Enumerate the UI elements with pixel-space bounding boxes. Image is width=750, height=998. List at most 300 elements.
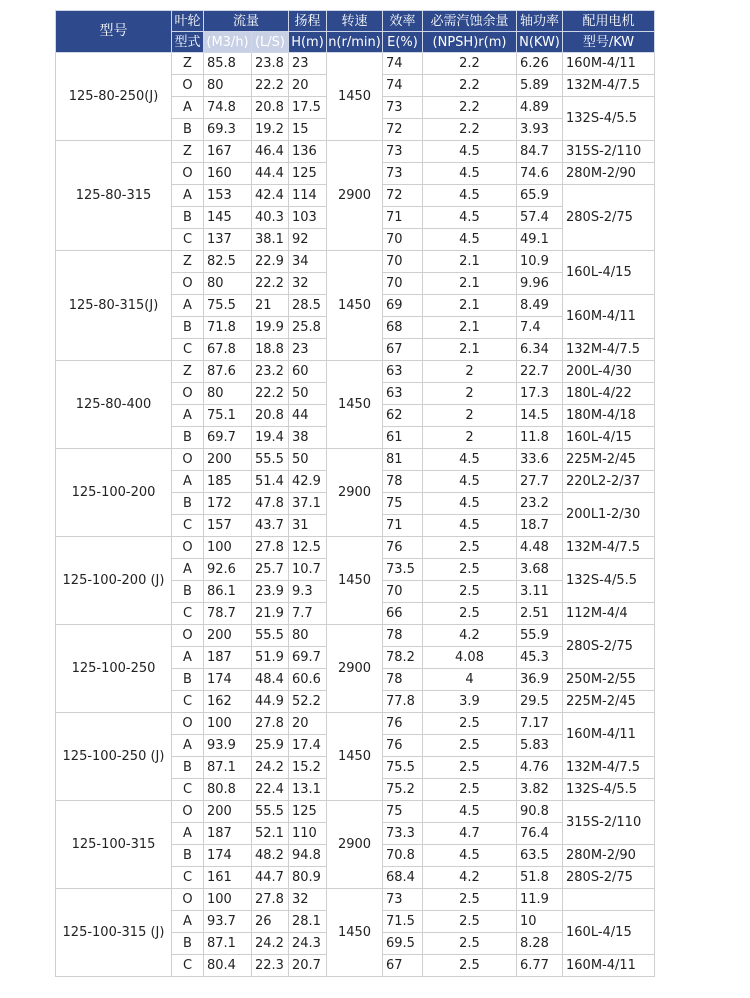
power-cell: 36.9	[517, 669, 563, 691]
npsh-cell: 2.5	[423, 559, 517, 581]
npsh-cell: 2	[423, 361, 517, 383]
efficiency-cell: 71	[383, 207, 423, 229]
flow-m3h-cell: 93.9	[204, 735, 252, 757]
power-cell: 11.9	[517, 889, 563, 911]
flow-ls-cell: 20.8	[252, 405, 289, 427]
header-impeller-line2: 型式	[172, 32, 204, 53]
impeller-type-cell: C	[172, 603, 204, 625]
npsh-cell: 2	[423, 405, 517, 427]
impeller-type-cell: B	[172, 493, 204, 515]
efficiency-cell: 63	[383, 383, 423, 405]
efficiency-cell: 73	[383, 141, 423, 163]
header-speed-line1: 转速	[327, 11, 383, 32]
flow-ls-cell: 19.2	[252, 119, 289, 141]
impeller-type-cell: C	[172, 229, 204, 251]
flow-m3h-cell: 185	[204, 471, 252, 493]
npsh-cell: 4.5	[423, 493, 517, 515]
flow-ls-cell: 25.9	[252, 735, 289, 757]
flow-m3h-cell: 80	[204, 273, 252, 295]
flow-ls-cell: 48.4	[252, 669, 289, 691]
head-cell: 20	[289, 75, 327, 97]
motor-cell: 180M-4/18	[563, 405, 655, 427]
flow-m3h-cell: 69.3	[204, 119, 252, 141]
flow-ls-cell: 55.5	[252, 625, 289, 647]
npsh-cell: 4.5	[423, 845, 517, 867]
npsh-cell: 2.1	[423, 317, 517, 339]
impeller-type-cell: A	[172, 405, 204, 427]
motor-cell: 315S-2/110	[563, 801, 655, 845]
npsh-cell: 4.08	[423, 647, 517, 669]
npsh-cell: 2	[423, 427, 517, 449]
npsh-cell: 4.5	[423, 471, 517, 493]
head-cell: 17.4	[289, 735, 327, 757]
flow-ls-cell: 21.9	[252, 603, 289, 625]
efficiency-cell: 73	[383, 97, 423, 119]
head-cell: 60	[289, 361, 327, 383]
motor-cell	[563, 889, 655, 911]
flow-ls-cell: 23.2	[252, 361, 289, 383]
npsh-cell: 2.5	[423, 889, 517, 911]
flow-ls-cell: 52.1	[252, 823, 289, 845]
table-row	[56, 141, 655, 163]
model-cell: 125-100-315 (J)	[56, 889, 172, 977]
flow-ls-cell: 47.8	[252, 493, 289, 515]
npsh-cell: 2.2	[423, 119, 517, 141]
power-cell: 23.2	[517, 493, 563, 515]
impeller-type-cell: A	[172, 823, 204, 845]
efficiency-cell: 72	[383, 119, 423, 141]
npsh-cell: 2.2	[423, 75, 517, 97]
model-cell: 125-80-250(J)	[56, 53, 172, 141]
impeller-type-cell: A	[172, 185, 204, 207]
head-cell: 50	[289, 383, 327, 405]
flow-ls-cell: 26	[252, 911, 289, 933]
head-cell: 12.5	[289, 537, 327, 559]
power-cell: 3.68	[517, 559, 563, 581]
head-cell: 94.8	[289, 845, 327, 867]
flow-m3h-cell: 153	[204, 185, 252, 207]
impeller-type-cell: A	[172, 295, 204, 317]
motor-cell: 315S-2/110	[563, 141, 655, 163]
flow-ls-cell: 27.8	[252, 889, 289, 911]
flow-m3h-cell: 87.6	[204, 361, 252, 383]
table-row	[56, 801, 655, 823]
impeller-type-cell: B	[172, 669, 204, 691]
npsh-cell: 4.5	[423, 141, 517, 163]
motor-cell: 280S-2/75	[563, 625, 655, 669]
power-cell: 74.6	[517, 163, 563, 185]
impeller-type-cell: Z	[172, 361, 204, 383]
power-cell: 84.7	[517, 141, 563, 163]
table-header	[56, 11, 655, 53]
power-cell: 4.89	[517, 97, 563, 119]
flow-m3h-cell: 200	[204, 801, 252, 823]
flow-m3h-cell: 80	[204, 75, 252, 97]
efficiency-cell: 78	[383, 669, 423, 691]
motor-cell: 160L-4/15	[563, 251, 655, 295]
flow-m3h-cell: 157	[204, 515, 252, 537]
power-cell: 27.7	[517, 471, 563, 493]
power-cell: 4.48	[517, 537, 563, 559]
impeller-type-cell: A	[172, 647, 204, 669]
head-cell: 38	[289, 427, 327, 449]
motor-cell: 112M-4/4	[563, 603, 655, 625]
header-flow-m3h: (M3/h)	[204, 32, 252, 53]
flow-m3h-cell: 100	[204, 889, 252, 911]
head-cell: 20	[289, 713, 327, 735]
head-cell: 9.3	[289, 581, 327, 603]
table-body	[56, 53, 655, 977]
efficiency-cell: 68.4	[383, 867, 423, 889]
npsh-cell: 2.5	[423, 735, 517, 757]
efficiency-cell: 81	[383, 449, 423, 471]
head-cell: 69.7	[289, 647, 327, 669]
head-cell: 15.2	[289, 757, 327, 779]
efficiency-cell: 69.5	[383, 933, 423, 955]
impeller-type-cell: Z	[172, 141, 204, 163]
motor-cell: 160M-4/11	[563, 713, 655, 757]
speed-cell: 1450	[327, 537, 383, 625]
flow-ls-cell: 44.4	[252, 163, 289, 185]
flow-ls-cell: 20.8	[252, 97, 289, 119]
motor-cell: 132M-4/7.5	[563, 75, 655, 97]
flow-m3h-cell: 160	[204, 163, 252, 185]
motor-cell: 280M-2/90	[563, 845, 655, 867]
impeller-type-cell: O	[172, 449, 204, 471]
model-cell: 125-100-250 (J)	[56, 713, 172, 801]
motor-cell: 132S-4/5.5	[563, 779, 655, 801]
npsh-cell: 4.5	[423, 185, 517, 207]
impeller-type-cell: A	[172, 559, 204, 581]
table-row	[56, 713, 655, 735]
motor-cell: 225M-2/45	[563, 449, 655, 471]
flow-m3h-cell: 75.1	[204, 405, 252, 427]
motor-cell: 225M-2/45	[563, 691, 655, 713]
flow-m3h-cell: 67.8	[204, 339, 252, 361]
motor-cell: 132M-4/7.5	[563, 339, 655, 361]
npsh-cell: 2.1	[423, 339, 517, 361]
impeller-type-cell: B	[172, 119, 204, 141]
head-cell: 10.7	[289, 559, 327, 581]
npsh-cell: 2.5	[423, 581, 517, 603]
flow-m3h-cell: 74.8	[204, 97, 252, 119]
efficiency-cell: 73	[383, 889, 423, 911]
power-cell: 18.7	[517, 515, 563, 537]
impeller-type-cell: O	[172, 537, 204, 559]
flow-ls-cell: 19.9	[252, 317, 289, 339]
table-row	[56, 361, 655, 383]
efficiency-cell: 73	[383, 163, 423, 185]
flow-m3h-cell: 86.1	[204, 581, 252, 603]
efficiency-cell: 68	[383, 317, 423, 339]
power-cell: 7.17	[517, 713, 563, 735]
flow-m3h-cell: 87.1	[204, 933, 252, 955]
npsh-cell: 2.1	[423, 295, 517, 317]
head-cell: 15	[289, 119, 327, 141]
npsh-cell: 2.2	[423, 97, 517, 119]
head-cell: 110	[289, 823, 327, 845]
impeller-type-cell: A	[172, 911, 204, 933]
power-cell: 10	[517, 911, 563, 933]
impeller-type-cell: Z	[172, 53, 204, 75]
power-cell: 3.82	[517, 779, 563, 801]
header-head-line2: H(m)	[289, 32, 327, 53]
power-cell: 6.26	[517, 53, 563, 75]
motor-cell: 280S-2/75	[563, 867, 655, 889]
head-cell: 125	[289, 801, 327, 823]
flow-m3h-cell: 200	[204, 449, 252, 471]
table-row	[56, 625, 655, 647]
flow-m3h-cell: 71.8	[204, 317, 252, 339]
flow-m3h-cell: 174	[204, 669, 252, 691]
efficiency-cell: 69	[383, 295, 423, 317]
motor-cell: 220L2-2/37	[563, 471, 655, 493]
impeller-type-cell: O	[172, 383, 204, 405]
power-cell: 5.83	[517, 735, 563, 757]
power-cell: 65.9	[517, 185, 563, 207]
npsh-cell: 4.2	[423, 867, 517, 889]
motor-cell: 132M-4/7.5	[563, 537, 655, 559]
table-row	[56, 537, 655, 559]
power-cell: 5.89	[517, 75, 563, 97]
flow-ls-cell: 24.2	[252, 933, 289, 955]
power-cell: 7.4	[517, 317, 563, 339]
flow-ls-cell: 55.5	[252, 801, 289, 823]
npsh-cell: 4.5	[423, 801, 517, 823]
npsh-cell: 2.5	[423, 713, 517, 735]
flow-m3h-cell: 80.4	[204, 955, 252, 977]
impeller-type-cell: O	[172, 163, 204, 185]
header-motor-line1: 配用电机	[563, 11, 655, 32]
efficiency-cell: 70	[383, 229, 423, 251]
npsh-cell: 2.1	[423, 251, 517, 273]
impeller-type-cell: C	[172, 515, 204, 537]
flow-m3h-cell: 174	[204, 845, 252, 867]
npsh-cell: 2.5	[423, 933, 517, 955]
npsh-cell: 2	[423, 383, 517, 405]
flow-m3h-cell: 187	[204, 823, 252, 845]
flow-ls-cell: 48.2	[252, 845, 289, 867]
motor-cell: 200L1-2/30	[563, 493, 655, 537]
efficiency-cell: 75.2	[383, 779, 423, 801]
power-cell: 57.4	[517, 207, 563, 229]
flow-ls-cell: 22.3	[252, 955, 289, 977]
impeller-type-cell: B	[172, 317, 204, 339]
npsh-cell: 2.2	[423, 53, 517, 75]
flow-m3h-cell: 87.1	[204, 757, 252, 779]
impeller-type-cell: B	[172, 933, 204, 955]
npsh-cell: 2.5	[423, 955, 517, 977]
efficiency-cell: 73.5	[383, 559, 423, 581]
power-cell: 45.3	[517, 647, 563, 669]
head-cell: 103	[289, 207, 327, 229]
efficiency-cell: 63	[383, 361, 423, 383]
flow-m3h-cell: 100	[204, 537, 252, 559]
flow-m3h-cell: 137	[204, 229, 252, 251]
flow-ls-cell: 40.3	[252, 207, 289, 229]
flow-ls-cell: 27.8	[252, 537, 289, 559]
efficiency-cell: 62	[383, 405, 423, 427]
impeller-type-cell: Z	[172, 251, 204, 273]
header-power-line2: N(KW)	[517, 32, 563, 53]
flow-m3h-cell: 200	[204, 625, 252, 647]
head-cell: 32	[289, 273, 327, 295]
flow-m3h-cell: 69.7	[204, 427, 252, 449]
pump-spec-table	[55, 10, 655, 977]
impeller-type-cell: B	[172, 757, 204, 779]
head-cell: 13.1	[289, 779, 327, 801]
power-cell: 76.4	[517, 823, 563, 845]
flow-ls-cell: 51.4	[252, 471, 289, 493]
head-cell: 24.3	[289, 933, 327, 955]
table-row	[56, 449, 655, 471]
power-cell: 8.49	[517, 295, 563, 317]
npsh-cell: 4.5	[423, 163, 517, 185]
flow-m3h-cell: 162	[204, 691, 252, 713]
header-head-line1: 扬程	[289, 11, 327, 32]
flow-m3h-cell: 92.6	[204, 559, 252, 581]
npsh-cell: 4.5	[423, 515, 517, 537]
npsh-cell: 2.1	[423, 273, 517, 295]
head-cell: 28.5	[289, 295, 327, 317]
npsh-cell: 4.2	[423, 625, 517, 647]
impeller-type-cell: O	[172, 75, 204, 97]
npsh-cell: 4.7	[423, 823, 517, 845]
motor-cell: 200L-4/30	[563, 361, 655, 383]
power-cell: 6.77	[517, 955, 563, 977]
power-cell: 51.8	[517, 867, 563, 889]
npsh-cell: 4	[423, 669, 517, 691]
flow-ls-cell: 51.9	[252, 647, 289, 669]
flow-m3h-cell: 82.5	[204, 251, 252, 273]
flow-m3h-cell: 145	[204, 207, 252, 229]
flow-ls-cell: 18.8	[252, 339, 289, 361]
head-cell: 52.2	[289, 691, 327, 713]
efficiency-cell: 75	[383, 801, 423, 823]
efficiency-cell: 73.3	[383, 823, 423, 845]
impeller-type-cell: O	[172, 625, 204, 647]
efficiency-cell: 72	[383, 185, 423, 207]
speed-cell: 1450	[327, 53, 383, 141]
efficiency-cell: 61	[383, 427, 423, 449]
npsh-cell: 2.5	[423, 779, 517, 801]
model-cell: 125-80-315	[56, 141, 172, 251]
motor-cell: 160M-4/11	[563, 53, 655, 75]
motor-cell: 280S-2/75	[563, 185, 655, 251]
head-cell: 50	[289, 449, 327, 471]
flow-m3h-cell: 93.7	[204, 911, 252, 933]
npsh-cell: 4.5	[423, 207, 517, 229]
head-cell: 20.7	[289, 955, 327, 977]
motor-cell: 160M-4/11	[563, 295, 655, 339]
npsh-cell: 2.5	[423, 537, 517, 559]
head-cell: 32	[289, 889, 327, 911]
header-efficiency-line1: 效率	[383, 11, 423, 32]
power-cell: 22.7	[517, 361, 563, 383]
impeller-type-cell: O	[172, 801, 204, 823]
speed-cell: 2900	[327, 625, 383, 713]
motor-cell: 160L-4/15	[563, 427, 655, 449]
power-cell: 2.51	[517, 603, 563, 625]
flow-ls-cell: 43.7	[252, 515, 289, 537]
flow-ls-cell: 22.2	[252, 383, 289, 405]
power-cell: 17.3	[517, 383, 563, 405]
efficiency-cell: 70	[383, 273, 423, 295]
flow-m3h-cell: 172	[204, 493, 252, 515]
table-row	[56, 251, 655, 273]
header-npsh-line1: 必需汽蚀余量	[423, 11, 517, 32]
efficiency-cell: 76	[383, 735, 423, 757]
speed-cell: 1450	[327, 713, 383, 801]
motor-cell: 180L-4/22	[563, 383, 655, 405]
head-cell: 136	[289, 141, 327, 163]
flow-ls-cell: 44.7	[252, 867, 289, 889]
head-cell: 28.1	[289, 911, 327, 933]
spec-table-wrapper	[55, 10, 655, 977]
efficiency-cell: 67	[383, 339, 423, 361]
flow-m3h-cell: 75.5	[204, 295, 252, 317]
flow-ls-cell: 22.9	[252, 251, 289, 273]
head-cell: 31	[289, 515, 327, 537]
flow-m3h-cell: 100	[204, 713, 252, 735]
impeller-type-cell: C	[172, 339, 204, 361]
power-cell: 90.8	[517, 801, 563, 823]
motor-cell: 280M-2/90	[563, 163, 655, 185]
efficiency-cell: 76	[383, 713, 423, 735]
flow-ls-cell: 27.8	[252, 713, 289, 735]
head-cell: 23	[289, 53, 327, 75]
impeller-type-cell: C	[172, 955, 204, 977]
power-cell: 8.28	[517, 933, 563, 955]
power-cell: 29.5	[517, 691, 563, 713]
flow-ls-cell: 21	[252, 295, 289, 317]
head-cell: 23	[289, 339, 327, 361]
efficiency-cell: 71.5	[383, 911, 423, 933]
impeller-type-cell: B	[172, 427, 204, 449]
speed-cell: 2900	[327, 449, 383, 537]
power-cell: 3.93	[517, 119, 563, 141]
efficiency-cell: 70	[383, 251, 423, 273]
power-cell: 10.9	[517, 251, 563, 273]
power-cell: 14.5	[517, 405, 563, 427]
efficiency-cell: 77.8	[383, 691, 423, 713]
head-cell: 17.5	[289, 97, 327, 119]
flow-ls-cell: 23.9	[252, 581, 289, 603]
header-motor-line2: 型号/KW	[563, 32, 655, 53]
power-cell: 3.11	[517, 581, 563, 603]
flow-ls-cell: 46.4	[252, 141, 289, 163]
head-cell: 25.8	[289, 317, 327, 339]
flow-ls-cell: 22.2	[252, 273, 289, 295]
flow-ls-cell: 44.9	[252, 691, 289, 713]
flow-ls-cell: 24.2	[252, 757, 289, 779]
speed-cell: 1450	[327, 251, 383, 361]
header-speed-line2: n(r/min)	[327, 32, 383, 53]
model-cell: 125-80-400	[56, 361, 172, 449]
model-cell: 125-100-250	[56, 625, 172, 713]
flow-m3h-cell: 78.7	[204, 603, 252, 625]
efficiency-cell: 75.5	[383, 757, 423, 779]
table-row	[56, 53, 655, 75]
npsh-cell: 2.5	[423, 603, 517, 625]
flow-ls-cell: 25.7	[252, 559, 289, 581]
head-cell: 42.9	[289, 471, 327, 493]
efficiency-cell: 75	[383, 493, 423, 515]
efficiency-cell: 71	[383, 515, 423, 537]
efficiency-cell: 67	[383, 955, 423, 977]
head-cell: 37.1	[289, 493, 327, 515]
header-power-line1: 轴功率	[517, 11, 563, 32]
